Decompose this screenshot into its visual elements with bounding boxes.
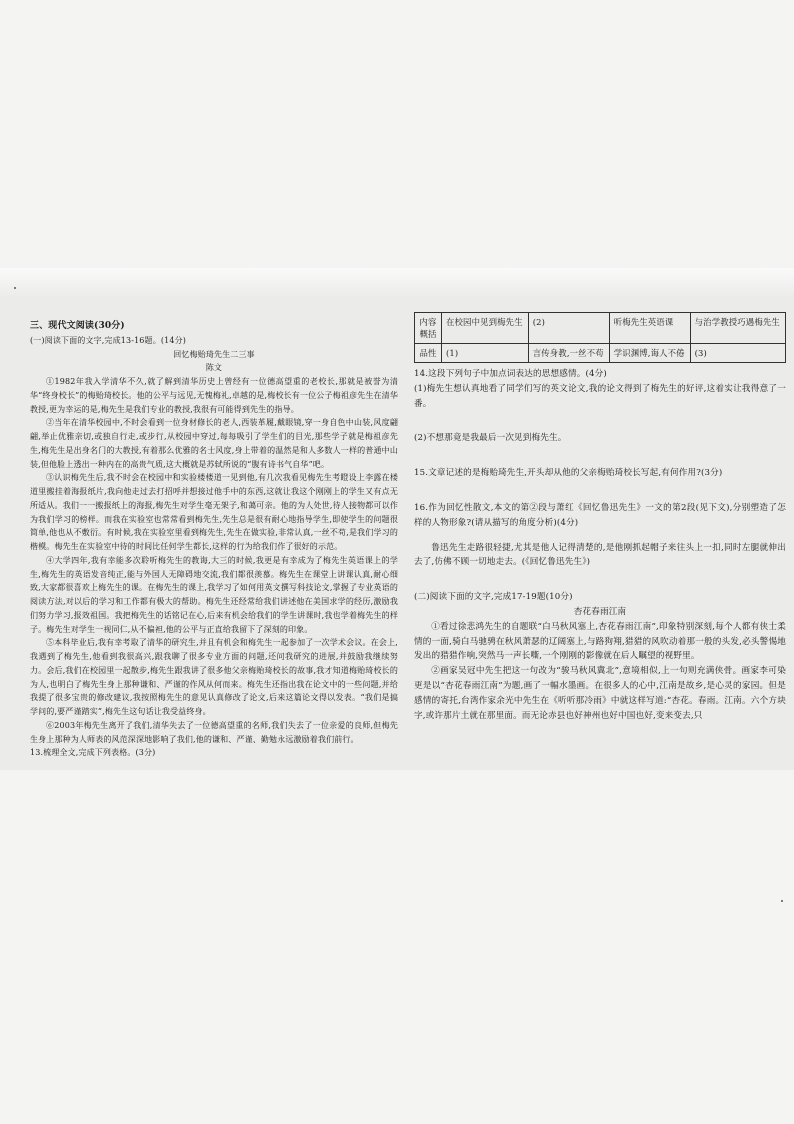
question-14-1: (1)梅先生想认真地看了同学们写的英文论文,我的论文得到了梅先生的好评,这着实让我得意了一番。: [414, 383, 786, 409]
table-cell: 学识渊博,诲人不倦: [609, 344, 690, 363]
table-cell: 言传身教,一丝不苟: [528, 344, 609, 363]
table-row-head: 内容概括: [415, 313, 442, 344]
table-cell: 与治学教授巧遇梅先生: [690, 313, 785, 344]
question-16-quote: 鲁迅先生走路很轻捷,尤其是他人记得清楚的,是他刚抓起帽子来往头上一扣,同时左腿就伸出去了,仿佛不顾一切地走去。(《回忆鲁迅先生》): [414, 542, 786, 568]
part-2-title: (二)阅读下面的文字,完成17-19题(10分): [414, 592, 573, 603]
paragraph-2: ②当年在清华校园中,不时会看到一位身材修长的老人,西装革履,戴眼镜,穿一身自色中山装,风度翩翩,举止优雅亲切,或独自行走,或步行,从校园中穿过,每每吸引了学生们的目光,那些学子就是梅祖彦先生,梅先生是出身名门的大教授,有着那么优雅的名士风度,身上带着的温然是和人多数人一样的普通中山装,但他脸上透出一种内在的高贵气质,这大概就是苏轼所说的“腹有诗书气自华”吧。: [30, 418, 398, 469]
table-row-head: 品性: [415, 344, 442, 363]
paragraph-5: ⑤本科毕业后,我有幸考取了清华的研究生,并且有机会和梅先生一起参加了一次学术会议。在会上,我遇到了梅先生,他看到我很高兴,跟我聊了很多专业方面的问题,还问我研究的进展,并鼓励我继续努力。会后,我们在校园里一起散步,梅先生跟我讲了很多他父亲梅贻琦校长的故事,我才知道梅贻琦校长的为人,也明白了梅先生身上那种谦和、严谨的作风从何而来。梅先生还指出我在论文中的一些问题,并给我提了很多宝贵的修改建议,我按照梅先生的意见认真修改了论文,后来这篇论文得以发表。“我们是搞学问的,要严谨踏实”,梅先生这句话让我受益终身。: [30, 638, 398, 716]
summary-table: [414, 312, 786, 363]
question-14-2: (2)不想那竟是我最后一次见到梅先生。: [414, 433, 567, 444]
paragraph-1: ①1982年我入学清华不久,就了解到清华历史上曾经有一位德高望重的老校长,那就是被誉为清华“终身校长”的梅贻琦校长。他的公平与远见,无愧梅礼,卓越的是,梅校长有一位公子梅祖彦先生在清华教授,更为幸运的是,梅先生是我们专业的教授,我很有可能得到先生的指导。: [30, 377, 398, 414]
article-2-paragraph-1: ①看过徐悲鸿先生的自题联“白马秋风塞上,杏花春雨江南”,印象特别深刻,每个人都有侠士柔情的一面,骑白马驰骋在秋风萧瑟的辽阔塞上,与路狗翔,猎猎的风吹动着那一般的头发,必头警惕地发出的猎猎作响,突然马一声长嘶,一个刚刚的影像就在后人瞩望的视野里。: [414, 621, 786, 662]
question-16: 16.作为回忆性散文,本文的第②段与萧红《回忆鲁迅先生》一文的第2段(见下文),分别塑造了怎样的人物形象?(请从描写的角度分析)(4分): [414, 502, 786, 528]
article-2-title: 杏花春雨江南: [573, 606, 627, 617]
scan-speck: [14, 287, 16, 289]
section-title: 三、现代文阅读(30分): [30, 321, 125, 331]
paragraph-6: ⑥2003年梅先生离开了我们,清华失去了一位德高望重的名师,我们失去了一位亲爱的良师,但梅先生身上那种为人师表的风范深深地影响了我们,他的谦和、严谨、勤勉永远激励着我们前行。: [30, 720, 398, 744]
right-column: [414, 312, 786, 723]
table-cell: (1): [442, 344, 529, 363]
table-cell: 在校园中见到梅先生: [442, 313, 529, 344]
question-14: 14.这段下列句子中加点词表达的思想感情。(4分): [414, 369, 607, 379]
table-cell: 听梅先生英语课: [609, 313, 690, 344]
article-author: 陈文: [205, 363, 223, 373]
table-row: [415, 313, 786, 344]
part-title: (一)阅读下面的文字,完成13-16题。(14分): [30, 335, 187, 345]
table-row: [415, 344, 786, 363]
table-cell: (3): [690, 344, 785, 363]
left-column: [30, 320, 398, 760]
article-title: 回忆梅贻琦先生二三事: [173, 349, 255, 359]
table-cell: (2): [528, 313, 609, 344]
paragraph-4: ④大学四年,我有幸能多次聆听梅先生的教诲,大三的时候,我更是有幸成为了梅先生英语课上的学生,梅先生的英语发音纯正,能与外国人无障碍地交流,我们都很羡慕。梅先生在课堂上讲课认真,耐心细致,大家都很喜欢上梅先生的课。在梅先生的课上,我学习了如何用英文撰写科技论文,掌握了专业英语的阅读方法,对以后的学习和工作都有极大的帮助。梅先生还经常给我们讲述他在美国求学的经历,激励我们努力学习,报效祖国。我把梅先生的话铭记在心,后来有机会给我们的学生讲课时,我也学着梅先生的样子。梅先生对学生一视同仁,从不偏袒,他的公平与正直给我留下了深刻的印象。: [30, 555, 398, 634]
article-2-paragraph-2: ②画家吴冠中先生把这一句改为“骏马秋风冀北”,意境相似,上一句则充满侠骨。画家李可染更是以“杏花春雨江南”为题,画了一幅水墨画。在很多人的心中,江南是故乡,是心灵的家园。但是感情的寄托,台湾作家余光中先生在《听听那冷雨》中就这样写道:“杏花。春雨。江南。六个方块字,或许那片土就在那里面。而无论赤县也好神州也好中国也好,变来变去,只: [414, 666, 786, 721]
question-13: 13.梳理全文,完成下列表格。(3分): [30, 748, 156, 758]
scan-speck: [781, 900, 783, 902]
paragraph-3: ③认识梅先生后,我不时会在校园中和实验楼楼道一见到他,有几次我看见梅先生考瞪设上李露在楼道里搬挂着海报纸片,我向他走过去打招呼并想接过他手中的东西,这就让我这个刚刚上的学生又有点无所适从。我们一一搬报纸上的海报,梅先生对学生毫无架子,和蔼可亲。他的为人处世,待人接物都可以作为我们学习的榜样。而我在实验室也常常看到梅先生,先生总是很有耐心地指导学生,即使学生的问题很简单,他也从不敷衍。有时候,我在实验室里看到梅先生,先生在做实验,非常认真,一丝不苟,是我们学习的楷模。梅先生在实验室中待的时间比任何学生都长,这样的行为给我们作了很好的示范。: [30, 473, 398, 551]
question-15: 15.文章记述的是梅贻琦先生,开头却从他的父亲梅贻琦校长写起,有何作用?(3分): [414, 468, 723, 479]
